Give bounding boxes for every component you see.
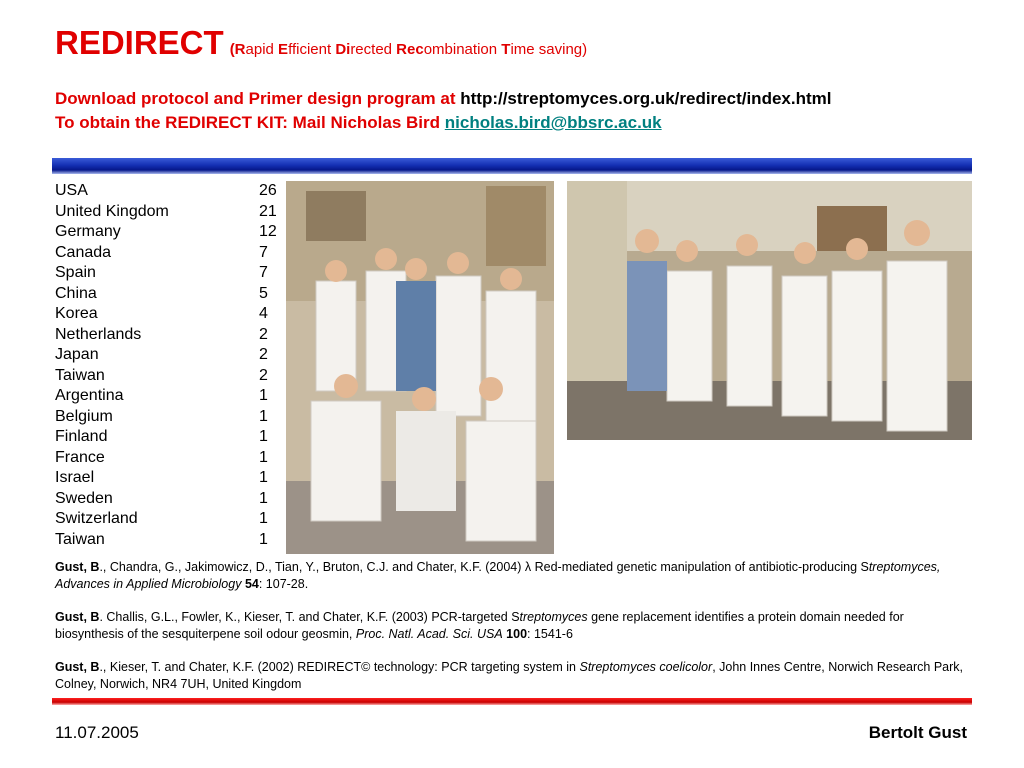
- download-label: Download protocol and Primer design program at: [55, 89, 456, 108]
- reference-text: , John Innes Centre, Norwich Research Park, Colney, Norwich, NR4 7UH, United Kingdom: [55, 660, 963, 691]
- download-line: [55, 89, 831, 109]
- country-row: [55, 345, 290, 366]
- subtitle-part: ombination: [423, 41, 502, 58]
- country-count: 4: [259, 305, 268, 322]
- reference-text: Gust, B: [55, 660, 100, 674]
- reference-text: Gust, B: [55, 610, 100, 624]
- country-name: Japan: [55, 346, 99, 363]
- reference-text: Proc. Natl. Acad. Sci. USA: [355, 627, 503, 641]
- country-name: Taiwan: [55, 530, 105, 548]
- reference-text: ., Kieser, T. and Chater, K.F. (2002) REDIRECT© technology: PCR targeting system in: [99, 660, 580, 674]
- subtitle-part: (R: [229, 41, 246, 58]
- country-count: 26: [259, 182, 277, 199]
- country-name: United Kingdom: [55, 202, 169, 220]
- country-row: [55, 263, 290, 284]
- reference-text: treptomyces, Advances in Applied Microbiology: [55, 560, 941, 591]
- country-count: 1: [259, 448, 268, 466]
- subtitle-part: apid: [245, 41, 279, 58]
- country-name: Sweden: [55, 489, 113, 507]
- kit-email-link[interactable]: nicholas.bird@bbsrc.ac.uk: [444, 113, 662, 132]
- country-name: Spain: [55, 264, 96, 281]
- download-url[interactable]: http://streptomyces.org.uk/redirect/index.html: [460, 89, 832, 108]
- country-name: Switzerland: [55, 510, 138, 527]
- country-row: [55, 386, 290, 407]
- country-count: 1: [259, 428, 268, 445]
- country-name: Korea: [55, 305, 98, 322]
- header-divider-bar: [52, 158, 972, 174]
- country-count: 1: [259, 407, 268, 425]
- country-name: Israel: [55, 469, 95, 486]
- reference-text: : 1541-6: [527, 627, 573, 641]
- reference-item: [55, 559, 975, 593]
- subtitle-part: rected: [350, 41, 397, 58]
- subtitle-part: Di: [335, 41, 351, 58]
- reference-text: . Challis, G.L., Fowler, K., Kieser, T. and Chater, K.F. (2003) PCR-targeted S: [99, 610, 520, 624]
- country-row: [55, 304, 290, 325]
- country-row: [55, 427, 290, 448]
- country-name: Netherlands: [55, 325, 142, 343]
- country-name: Germany: [55, 223, 121, 240]
- country-name: Finland: [55, 428, 108, 445]
- country-row: [55, 181, 290, 202]
- country-row: [55, 468, 290, 489]
- country-name: Argentina: [55, 387, 124, 404]
- reference-text: treptomyces: [519, 610, 588, 624]
- country-count: 7: [259, 243, 268, 261]
- country-row: [55, 407, 290, 428]
- subtitle-part: ime saving): [510, 41, 588, 58]
- country-row: [55, 243, 290, 264]
- reference-item: [55, 659, 975, 693]
- country-name: Belgium: [55, 407, 113, 425]
- title-redirect: REDIRECT: [55, 24, 224, 61]
- country-count: 2: [259, 346, 268, 363]
- kit-label: To obtain the REDIRECT KIT: Mail Nicholas Bird: [55, 113, 441, 132]
- country-name: China: [55, 284, 97, 302]
- subtitle-part: fficient: [288, 41, 336, 58]
- footer-divider-bar: [52, 698, 972, 705]
- country-count: 1: [259, 489, 268, 507]
- reference-text: 100: [506, 627, 528, 641]
- subtitle-part: E: [278, 41, 289, 58]
- country-row: [55, 325, 290, 346]
- country-row: [55, 222, 290, 243]
- country-count: 1: [259, 530, 268, 548]
- group-photo-right: [567, 181, 972, 440]
- country-name: Canada: [55, 243, 112, 261]
- slide-title: [55, 24, 587, 62]
- country-row: [55, 366, 290, 387]
- reference-item: [55, 609, 975, 643]
- subtitle-part: Rec: [396, 41, 424, 58]
- footer-date: 11.07.2005: [55, 723, 139, 742]
- reference-text: Streptomyces coelicolor: [579, 660, 713, 674]
- country-count: 21: [259, 202, 277, 220]
- reference-text: : 107-28.: [258, 577, 309, 591]
- country-name: USA: [55, 182, 88, 199]
- country-count: 2: [259, 366, 268, 384]
- references: [55, 559, 975, 709]
- footer-author: Bertolt Gust: [868, 723, 967, 742]
- country-row: [55, 448, 290, 469]
- country-count: 2: [259, 325, 268, 343]
- country-name: France: [55, 448, 105, 466]
- country-row: [55, 530, 290, 551]
- country-list: [55, 181, 290, 550]
- subtitle-part: T: [501, 41, 511, 58]
- kit-line: [55, 113, 662, 133]
- country-row: [55, 489, 290, 510]
- country-name: Taiwan: [55, 366, 105, 384]
- country-count: 5: [259, 284, 268, 302]
- country-count: 12: [259, 223, 277, 240]
- country-row: [55, 284, 290, 305]
- group-photo-left: [286, 181, 554, 554]
- country-row: [55, 509, 290, 530]
- country-count: 1: [259, 510, 268, 527]
- country-count: 7: [259, 264, 268, 281]
- country-count: 1: [259, 387, 268, 404]
- reference-text: Gust, B: [55, 560, 100, 574]
- title-acronym-expansion: [230, 41, 587, 58]
- country-count: 1: [259, 469, 268, 486]
- reference-text: ., Chandra, G., Jakimowicz, D., Tian, Y., Bruton, C.J. and Chater, K.F. (2004) λ Red-mediated genetic manipulation of antibiotic-producing S: [99, 560, 869, 574]
- reference-text: gene replacement identifies a protein domain needed for biosynthesis of the sesquiterpene soil odour geosmin,: [55, 610, 904, 641]
- reference-text: 54: [244, 577, 259, 591]
- country-row: [55, 202, 290, 223]
